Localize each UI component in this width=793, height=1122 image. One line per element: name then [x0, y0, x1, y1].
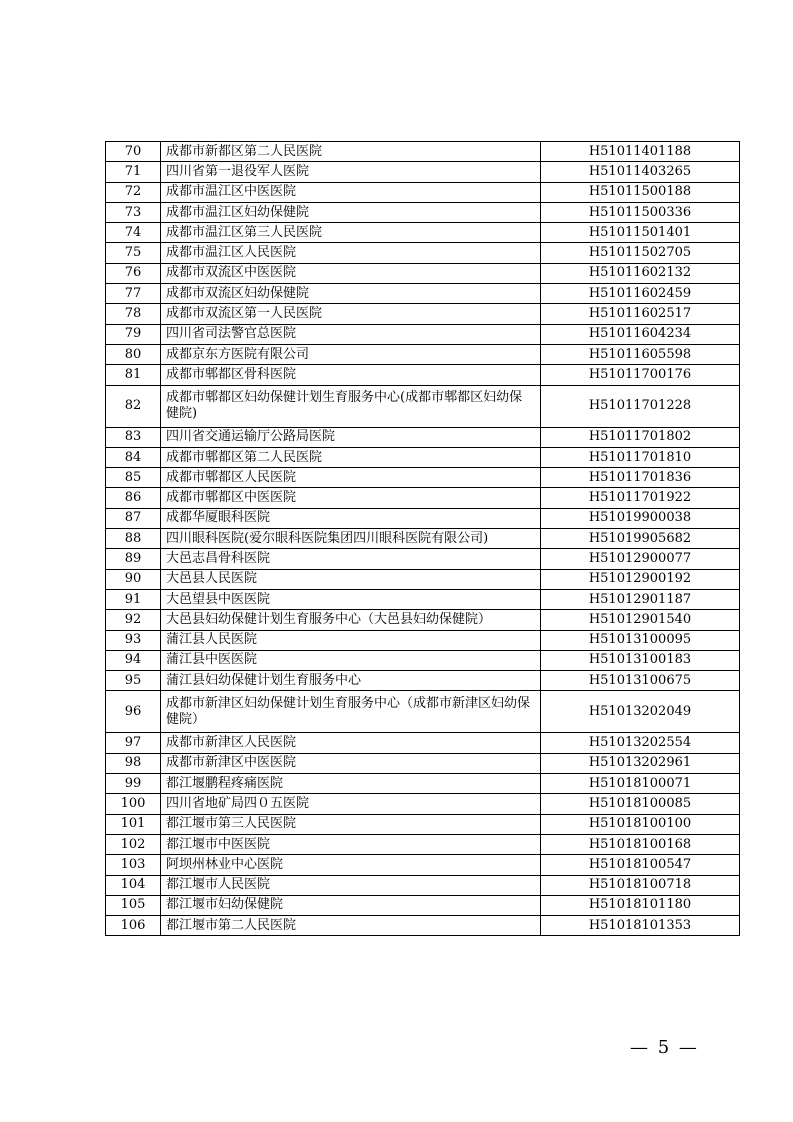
- row-number-cell: 92: [106, 610, 161, 630]
- hospital-name-cell: 成都市郫都区中医医院: [161, 488, 541, 508]
- hospital-name-cell: 成都市郫都区妇幼保健计划生育服务中心(成都市郫都区妇幼保健院): [161, 385, 541, 427]
- row-number-cell: 98: [106, 753, 161, 773]
- row-number-cell: 100: [106, 794, 161, 814]
- hospital-code-cell: H51012900192: [541, 569, 740, 589]
- table-row: [106, 202, 740, 222]
- hospital-name-cell: 成都市温江区人民医院: [161, 243, 541, 263]
- row-number-cell: 74: [106, 223, 161, 243]
- hospital-code-cell: H51013100095: [541, 630, 740, 650]
- table-row: [106, 875, 740, 895]
- table-row: [106, 650, 740, 670]
- page-number: — 5 —: [630, 1037, 699, 1058]
- hospital-name-cell: 大邑望县中医医院: [161, 589, 541, 609]
- row-number-cell: 103: [106, 855, 161, 875]
- hospital-name-cell: 都江堰市第二人民医院: [161, 916, 541, 936]
- hospital-code-cell: H51013202554: [541, 733, 740, 753]
- hospital-code-cell: H51012901540: [541, 610, 740, 630]
- hospital-code-cell: H51018100168: [541, 834, 740, 854]
- row-number-cell: 104: [106, 875, 161, 895]
- hospital-table: [105, 141, 740, 936]
- hospital-name-cell: 大邑县人民医院: [161, 569, 541, 589]
- hospital-name-cell: 大邑志昌骨科医院: [161, 549, 541, 569]
- table-row: [106, 610, 740, 630]
- row-number-cell: 70: [106, 142, 161, 162]
- row-number-cell: 87: [106, 508, 161, 528]
- hospital-code-cell: H51018100071: [541, 774, 740, 794]
- hospital-name-cell: 蒲江县人民医院: [161, 630, 541, 650]
- hospital-code-cell: H51019900038: [541, 508, 740, 528]
- hospital-code-cell: H51012901187: [541, 589, 740, 609]
- hospital-name-cell: 四川省地矿局四０五医院: [161, 794, 541, 814]
- hospital-name-cell: 成都市郫都区第二人民医院: [161, 447, 541, 467]
- row-number-cell: 78: [106, 304, 161, 324]
- table-row: [106, 691, 740, 733]
- hospital-name-cell: 阿坝州林业中心医院: [161, 855, 541, 875]
- table-row: [106, 324, 740, 344]
- table-row: [106, 304, 740, 324]
- hospital-name-cell: 四川省交通运输厅公路局医院: [161, 427, 541, 447]
- hospital-name-cell: 成都市新津区人民医院: [161, 733, 541, 753]
- hospital-name-cell: 成都市双流区中医医院: [161, 263, 541, 283]
- row-number-cell: 75: [106, 243, 161, 263]
- table-row: [106, 223, 740, 243]
- table-row: [106, 365, 740, 385]
- hospital-code-cell: H51011700176: [541, 365, 740, 385]
- table-row: [106, 508, 740, 528]
- row-number-cell: 99: [106, 774, 161, 794]
- row-number-cell: 73: [106, 202, 161, 222]
- hospital-name-cell: 四川眼科医院(爱尔眼科医院集团四川眼科医院有限公司): [161, 529, 541, 549]
- hospital-name-cell: 成都市郫都区人民医院: [161, 468, 541, 488]
- row-number-cell: 79: [106, 324, 161, 344]
- table-row: [106, 162, 740, 182]
- hospital-name-cell: 都江堰市妇幼保健院: [161, 895, 541, 915]
- hospital-code-cell: H51011605598: [541, 344, 740, 364]
- hospital-name-cell: 四川省司法警官总医院: [161, 324, 541, 344]
- hospital-code-cell: H51018100547: [541, 855, 740, 875]
- hospital-code-cell: H51013100183: [541, 650, 740, 670]
- table-row: [106, 488, 740, 508]
- row-number-cell: 71: [106, 162, 161, 182]
- hospital-code-cell: H51011502705: [541, 243, 740, 263]
- hospital-code-cell: H51019905682: [541, 529, 740, 549]
- row-number-cell: 77: [106, 284, 161, 304]
- hospital-name-cell: 成都市新津区妇幼保健计划生育服务中心（成都市新津区妇幼保健院）: [161, 691, 541, 733]
- hospital-name-cell: 蒲江县中医医院: [161, 650, 541, 670]
- table-row: [106, 834, 740, 854]
- hospital-name-cell: 都江堰市人民医院: [161, 875, 541, 895]
- row-number-cell: 101: [106, 814, 161, 834]
- table-row: [106, 142, 740, 162]
- hospital-name-cell: 成都华厦眼科医院: [161, 508, 541, 528]
- hospital-code-cell: H51011701922: [541, 488, 740, 508]
- row-number-cell: 90: [106, 569, 161, 589]
- table-row: [106, 549, 740, 569]
- row-number-cell: 105: [106, 895, 161, 915]
- row-number-cell: 72: [106, 182, 161, 202]
- row-number-cell: 86: [106, 488, 161, 508]
- hospital-code-cell: H51011602517: [541, 304, 740, 324]
- hospital-name-cell: 四川省第一退役军人医院: [161, 162, 541, 182]
- hospital-name-cell: 都江堰鹏程疼痛医院: [161, 774, 541, 794]
- table-row: [106, 895, 740, 915]
- hospital-name-cell: 成都市双流区妇幼保健院: [161, 284, 541, 304]
- hospital-name-cell: 蒲江县妇幼保健计划生育服务中心: [161, 671, 541, 691]
- hospital-name-cell: 成都市双流区第一人民医院: [161, 304, 541, 324]
- hospital-name-cell: 成都市温江区中医医院: [161, 182, 541, 202]
- row-number-cell: 91: [106, 589, 161, 609]
- table-row: [106, 243, 740, 263]
- hospital-code-cell: H51018101353: [541, 916, 740, 936]
- hospital-code-cell: H51011701228: [541, 385, 740, 427]
- table-row: [106, 569, 740, 589]
- row-number-cell: 81: [106, 365, 161, 385]
- hospital-name-cell: 都江堰市中医医院: [161, 834, 541, 854]
- row-number-cell: 93: [106, 630, 161, 650]
- table-row: [106, 468, 740, 488]
- table-row: [106, 263, 740, 283]
- hospital-name-cell: 成都京东方医院有限公司: [161, 344, 541, 364]
- hospital-code-cell: H51018100085: [541, 794, 740, 814]
- hospital-code-cell: H51011701836: [541, 468, 740, 488]
- row-number-cell: 82: [106, 385, 161, 427]
- hospital-table-body: [106, 142, 740, 936]
- hospital-code-cell: H51011604234: [541, 324, 740, 344]
- hospital-code-cell: H51013202961: [541, 753, 740, 773]
- hospital-code-cell: H51018101180: [541, 895, 740, 915]
- table-row: [106, 284, 740, 304]
- hospital-code-cell: H51011602132: [541, 263, 740, 283]
- hospital-name-cell: 都江堰市第三人民医院: [161, 814, 541, 834]
- hospital-name-cell: 成都市新都区第二人民医院: [161, 142, 541, 162]
- hospital-code-cell: H51011701802: [541, 427, 740, 447]
- hospital-code-cell: H51011500188: [541, 182, 740, 202]
- hospital-code-cell: H51011701810: [541, 447, 740, 467]
- table-row: [106, 589, 740, 609]
- row-number-cell: 96: [106, 691, 161, 733]
- hospital-code-cell: H51011500336: [541, 202, 740, 222]
- row-number-cell: 83: [106, 427, 161, 447]
- table-row: [106, 182, 740, 202]
- table-row: [106, 671, 740, 691]
- table-row: [106, 916, 740, 936]
- table-row: [106, 814, 740, 834]
- hospital-name-cell: 大邑县妇幼保健计划生育服务中心（大邑县妇幼保健院）: [161, 610, 541, 630]
- hospital-code-cell: H51018100100: [541, 814, 740, 834]
- hospital-code-cell: H51012900077: [541, 549, 740, 569]
- hospital-code-cell: H51011501401: [541, 223, 740, 243]
- table-row: [106, 733, 740, 753]
- hospital-code-cell: H51013202049: [541, 691, 740, 733]
- row-number-cell: 97: [106, 733, 161, 753]
- hospital-code-cell: H51011403265: [541, 162, 740, 182]
- table-row: [106, 427, 740, 447]
- table-row: [106, 753, 740, 773]
- hospital-code-cell: H51011602459: [541, 284, 740, 304]
- table-row: [106, 529, 740, 549]
- hospital-code-cell: H51013100675: [541, 671, 740, 691]
- row-number-cell: 76: [106, 263, 161, 283]
- table-row: [106, 385, 740, 427]
- row-number-cell: 95: [106, 671, 161, 691]
- row-number-cell: 84: [106, 447, 161, 467]
- row-number-cell: 88: [106, 529, 161, 549]
- table-row: [106, 447, 740, 467]
- hospital-name-cell: 成都市新津区中医医院: [161, 753, 541, 773]
- table-row: [106, 794, 740, 814]
- table-row: [106, 774, 740, 794]
- row-number-cell: 80: [106, 344, 161, 364]
- hospital-code-cell: H51018100718: [541, 875, 740, 895]
- table-row: [106, 630, 740, 650]
- hospital-code-cell: H51011401188: [541, 142, 740, 162]
- hospital-name-cell: 成都市温江区妇幼保健院: [161, 202, 541, 222]
- table-row: [106, 855, 740, 875]
- hospital-name-cell: 成都市温江区第三人民医院: [161, 223, 541, 243]
- row-number-cell: 85: [106, 468, 161, 488]
- table-row: [106, 344, 740, 364]
- row-number-cell: 94: [106, 650, 161, 670]
- hospital-name-cell: 成都市郫都区骨科医院: [161, 365, 541, 385]
- row-number-cell: 106: [106, 916, 161, 936]
- row-number-cell: 89: [106, 549, 161, 569]
- row-number-cell: 102: [106, 834, 161, 854]
